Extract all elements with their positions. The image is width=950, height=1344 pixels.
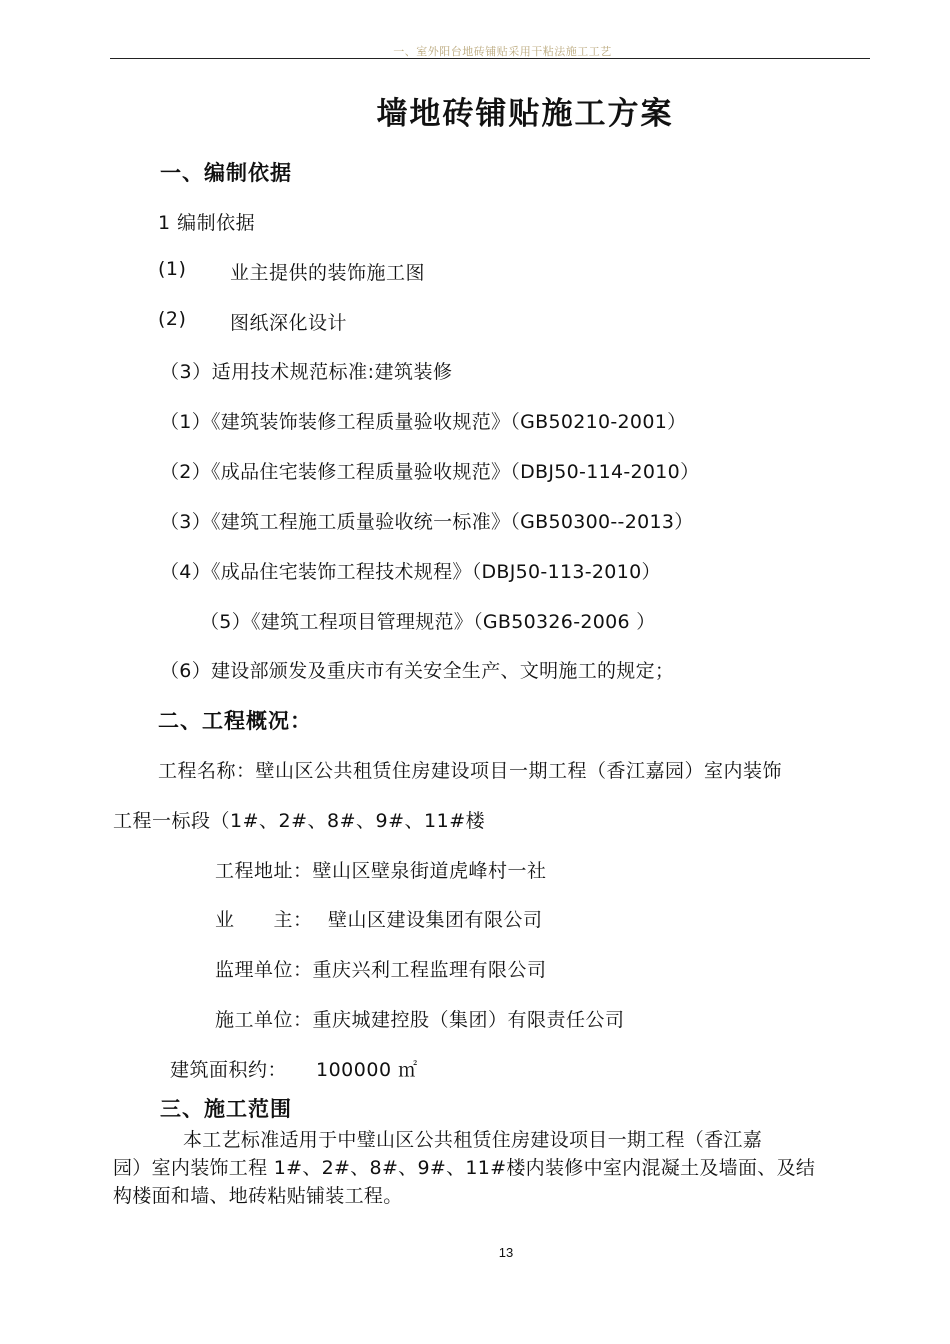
project-address: 工程地址：壁山区壁泉街道虎峰村一社 (215, 860, 547, 882)
scope-paragraph-line3: 构楼面和墙、地砖粘贴铺装工程。 (113, 1185, 403, 1207)
basis-item-1-text: 业主提供的装饰施工图 (230, 262, 426, 284)
document-title: 墙地砖铺贴施工方案 (376, 96, 674, 132)
owner-value: 壁山区建设集团有限公司 (328, 909, 543, 931)
standard-item-1: （1）《建筑装饰装修工程质量验收规范》（GB50210-2001） (160, 411, 687, 433)
project-name-line2: 工程一标段（1#、2#、8#、9#、11#楼 (113, 810, 486, 832)
page-number: 13 (498, 1245, 514, 1260)
owner-label: 业 主： (215, 909, 313, 931)
building-area-label: 建筑面积约： (170, 1059, 288, 1081)
basis-item-1-marker: (1) (158, 258, 187, 280)
scope-paragraph-line1: 本工艺标准适用于中璧山区公共租赁住房建设项目一期工程（香江嘉 (183, 1129, 763, 1151)
standard-item-5: （5）《建筑工程项目管理规范》（GB50326-2006 ） (200, 611, 656, 633)
section2-heading: 二、工程概况： (158, 709, 312, 733)
basis-item-2-marker: (2) (158, 308, 187, 330)
project-name-line1: 工程名称：壁山区公共租赁住房建设项目一期工程（香江嘉园）室内装饰 (158, 760, 783, 782)
supervisor-unit: 监理单位：重庆兴利工程监理有限公司 (215, 959, 547, 981)
section1-subheading: 1 编制依据 (158, 212, 256, 234)
standard-item-3: （3）《建筑工程施工质量验收统一标准》（GB50300--2013） (160, 511, 694, 533)
building-area-value: 100000 ㎡ (316, 1059, 418, 1081)
section3-heading: 三、施工范围 (160, 1097, 292, 1121)
section1-heading: 一、编制依据 (160, 161, 292, 185)
scope-paragraph-line2: 园）室内装饰工程 1#、2#、8#、9#、11#楼内装修中室内混凝土及墙面、及结 (113, 1157, 816, 1179)
standard-item-6: （6）建设部颁发及重庆市有关安全生产、文明施工的规定； (160, 660, 675, 682)
header-divider (110, 58, 870, 59)
basis-item-2-text: 图纸深化设计 (230, 312, 348, 334)
basis-item-3: （3）适用技术规范标准:建筑装修 (160, 361, 453, 383)
standard-item-2: （2）《成品住宅装修工程质量验收规范》（DBJ50-114-2010） (160, 461, 700, 483)
construction-unit: 施工单位：重庆城建控股（集团）有限责任公司 (215, 1009, 625, 1031)
standard-item-4: （4）《成品住宅装饰工程技术规程》（DBJ50-113-2010） (160, 561, 661, 583)
running-header: 一、室外阳台地砖铺贴采用干粘法施工工艺 (393, 45, 612, 58)
